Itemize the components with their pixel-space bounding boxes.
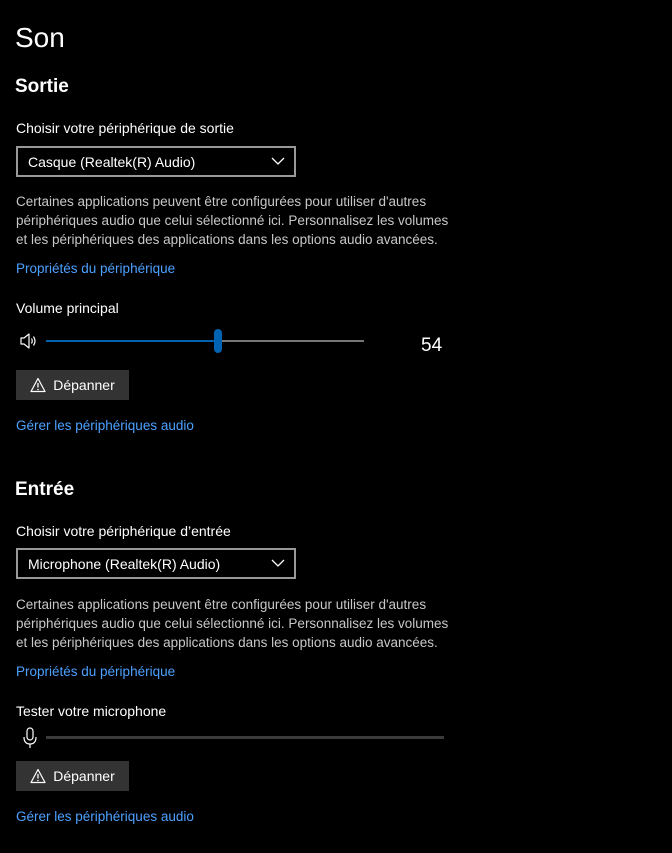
output-description [16,192,476,249]
input-device-properties-link[interactable]: Propriétés du périphérique [16,664,176,679]
output-device-value: Casque (Realtek(R) Audio) [28,153,196,170]
input-device-label: Choisir votre périphérique d’entrée [16,523,231,539]
chevron-down-icon [270,555,286,571]
output-device-select[interactable] [16,146,296,177]
volume-value: 54 [421,335,443,356]
output-section-title: Sortie [15,76,69,97]
input-description-line: périphériques audio que celui sélectionné ici. Personnalisez les volumes [16,616,449,631]
input-device-select[interactable] [16,548,296,579]
output-description-line: et les périphériques des applications dans les options audio avancées. [16,232,438,247]
speaker-icon[interactable] [19,332,39,350]
volume-thumb[interactable] [214,329,222,353]
output-description-line: périphériques audio que celui sélectionné ici. Personnalisez les volumes [16,213,449,228]
output-device-properties-link[interactable]: Propriétés du périphérique [16,261,176,276]
microphone-icon [22,727,38,749]
volume-slider[interactable] [46,330,364,354]
warning-icon [30,377,46,393]
chevron-down-icon [270,153,286,169]
input-troubleshoot-label: Dépanner [53,768,115,784]
mic-test-label: Tester votre microphone [16,703,167,719]
output-manage-devices-link[interactable]: Gérer les périphériques audio [16,418,194,433]
warning-icon [30,768,46,784]
page-title: Son [15,22,65,53]
output-troubleshoot-label: Dépanner [53,377,115,393]
input-description-line: Certaines applications peuvent être configurées pour utiliser d'autres [16,597,427,612]
output-description-line: Certaines applications peuvent être configurées pour utiliser d'autres [16,194,427,209]
input-troubleshoot-button[interactable] [16,761,129,791]
input-section-title: Entrée [15,479,75,500]
input-manage-devices-link[interactable]: Gérer les périphériques audio [16,809,194,824]
output-troubleshoot-button[interactable] [16,370,129,400]
input-description-line: et les périphériques des applications dans les options audio avancées. [16,635,438,650]
input-description [16,595,476,652]
mic-level-meter [46,736,444,739]
volume-label: Volume principal [16,300,119,316]
input-device-value: Microphone (Realtek(R) Audio) [28,555,221,572]
volume-fill [46,340,218,342]
output-device-label: Choisir votre périphérique de sortie [16,120,234,136]
